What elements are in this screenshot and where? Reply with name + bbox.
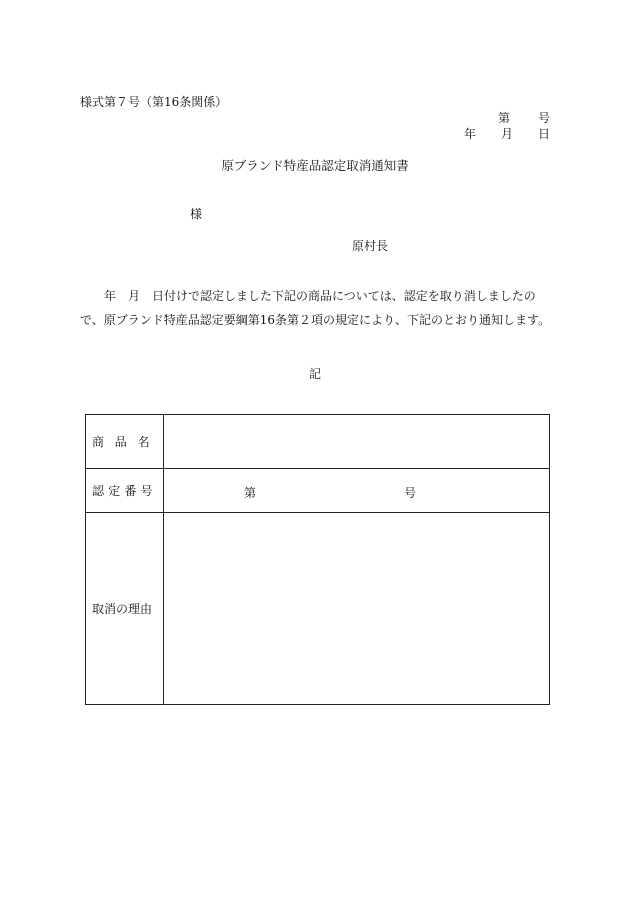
document-title: 原ブランド特産品認定取消通知書 [221, 158, 409, 173]
cert-number-value [164, 469, 550, 513]
product-name-label: 商品名 [86, 415, 164, 469]
document-number-prefix: 第 [497, 111, 510, 125]
details-table [85, 414, 550, 705]
form-number: 様式第７号（第16条関係） [80, 95, 228, 109]
cert-number-suffix: 号 [404, 485, 417, 500]
date-month: 月 [500, 127, 513, 141]
reason-value [164, 513, 550, 705]
table-row-product-name [86, 415, 550, 469]
ki-heading: 記 [308, 367, 321, 381]
notice-body-line-2: で、原ブランド特産品認定要綱第16条第２項の規定により、下記のとおり通知します。 [80, 313, 551, 327]
date-year: 年 [463, 127, 476, 141]
notice-body [80, 284, 552, 332]
date-day: 日 [537, 127, 550, 141]
table-row-cert-number [86, 469, 550, 513]
cert-number-prefix: 第 [244, 485, 257, 500]
document-number-suffix: 号 [537, 111, 550, 125]
issuer-name: 原村長 [352, 239, 389, 253]
addressee-honorific: 様 [190, 207, 203, 221]
document-number [498, 112, 550, 124]
issue-date [464, 128, 550, 140]
table-row-reason [86, 513, 550, 705]
notice-body-line-1: 年 月 日付けで認定しました下記の商品については、認定を取り消しましたの [104, 289, 536, 303]
cert-number-label: 認定番号 [86, 469, 164, 513]
reason-label: 取消の理由 [86, 513, 164, 705]
product-name-value [164, 415, 550, 469]
